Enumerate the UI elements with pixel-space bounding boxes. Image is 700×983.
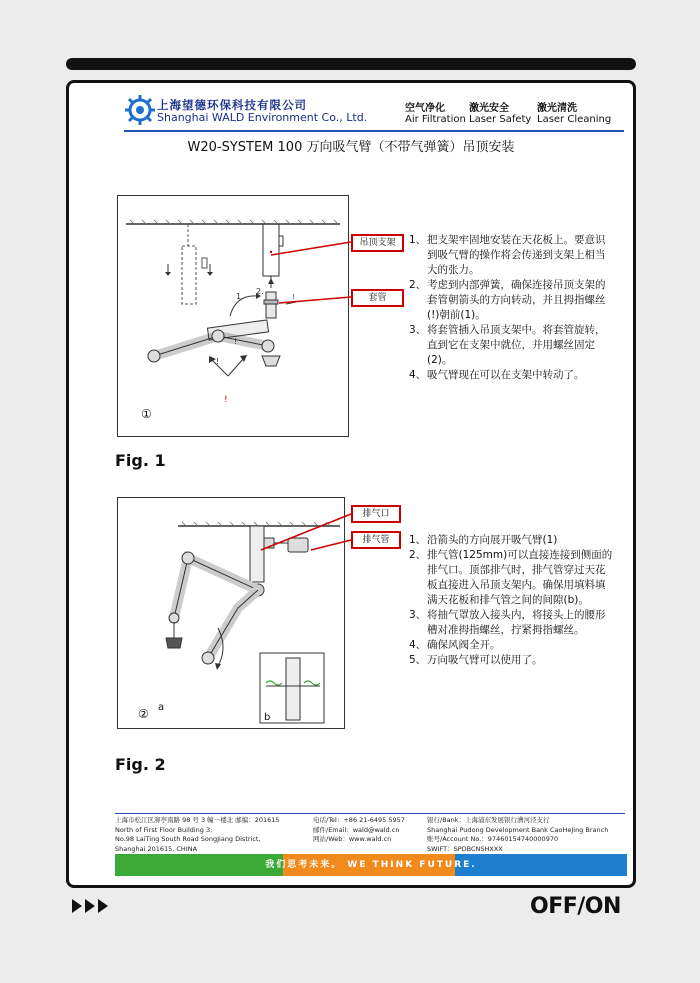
list-item: 4、 吸气臂现在可以在支架中转动了。 <box>409 369 585 381</box>
list-item: 2、 排气管(125mm)可以直接连接到侧面的排气口。顶部排气时，排气管穿过天花板直接进入吊顶支架内。确保用填料填满天花板和排气管之间的间隙(b)。 <box>409 549 613 606</box>
list-item: 5、 万向吸气臂可以使用了。 <box>409 654 543 666</box>
fig2-sub-b: b <box>264 712 271 723</box>
fig1-marker: ① <box>141 407 152 421</box>
company-name-cn: 上海望德环保科技有限公司 <box>157 98 307 112</box>
svg-text:!: ! <box>292 293 295 301</box>
fig1-callout-lines <box>269 233 359 313</box>
fig2-callout-lines <box>259 508 359 568</box>
list-item: 1、 把支架牢固地安装在天花板上。要意识到吸气臂的操作将会传递到支架上相当大的张力。 <box>409 234 606 276</box>
fig2-marker: ② <box>138 707 149 721</box>
list-item: 2、 考虑到内部弹簧，确保连接吊顶支架的套管朝箭头的方向转动，并且拇指螺丝(!)朝前(1)。 <box>409 279 606 321</box>
callout-exhaust-pipe: 排气管 <box>351 531 401 549</box>
footer-bank: 银行/Bank：上海浦东发展银行漕河泾支行 Shanghai Pudong Development Bank CaoHeJing Branch 账号/Account No.：97460154740000970 SWIFT：SPDBCNSHXXX <box>427 816 609 853</box>
list-item: 3、 将套管插入吊顶支架中。将套管旋转，直到它在支架中就位，并用螺丝固定(2)。 <box>409 324 606 366</box>
callout-sleeve: 套管 <box>351 289 404 307</box>
forward-arrows-icon <box>72 898 114 914</box>
callout-ceiling-bracket: 吊顶支架 <box>351 234 404 252</box>
step-marker-2: 2. <box>256 287 264 296</box>
fig1-diagram <box>117 195 349 437</box>
fig1-label: Fig. 1 <box>115 451 166 470</box>
footer-contact: 电话/Tel：+86 21-6495 5957 邮件/Email：wald@wald.cn 网站/Web：www.wald.cn <box>313 816 405 843</box>
footer-rule <box>115 813 625 814</box>
list-item: 4、 确保风阀全开。 <box>409 639 501 651</box>
callout-exhaust-outlet: 排气口 <box>351 505 401 523</box>
fig1-steps <box>409 233 609 383</box>
list-item: 1、 沿箭头的方向展开吸气臂(1) <box>409 534 558 546</box>
service-laser-cleaning: 激光清洗 Laser Cleaning <box>537 103 612 125</box>
brand-logo: OFF/ON <box>530 894 621 919</box>
top-bar <box>66 58 636 70</box>
page-title: W20-SYSTEM 100 万向吸气臂（不带气弹簧）吊顶安装 <box>187 140 515 155</box>
fig2-sub-a: a <box>158 702 165 713</box>
company-logo-icon <box>123 93 157 127</box>
fig1-illustration <box>118 196 348 436</box>
company-name-en: Shanghai WALD Environment Co., Ltd. <box>157 111 368 124</box>
document-page <box>66 80 636 888</box>
header-rule <box>124 130 624 132</box>
fig2-label: Fig. 2 <box>115 755 166 774</box>
fig2-steps <box>409 533 613 668</box>
slogan: 我们思考未来。 WE THINK FUTURE. <box>265 860 477 870</box>
step-marker-1: 1. <box>236 292 244 301</box>
svg-text:!: ! <box>234 337 238 346</box>
list-item: 3、 将抽气罩放入接头内，将接头上的腰形槽对准拇指螺丝，拧紧拇指螺丝。 <box>409 609 606 636</box>
svg-text:!: ! <box>216 357 220 366</box>
svg-text:!: ! <box>224 395 228 405</box>
footer-address: 上海市松江区泖亭南路 98 号 3 幢一楼北 邮编：201615 North of First Floor Building 3, No.98 LaiTing South Road SongJiang District, Shanghai 201615, CHINA <box>115 816 280 853</box>
service-laser-safety: 激光安全 Laser Safety <box>469 103 532 125</box>
service-air: 空气净化 Air Filtration <box>405 103 466 125</box>
